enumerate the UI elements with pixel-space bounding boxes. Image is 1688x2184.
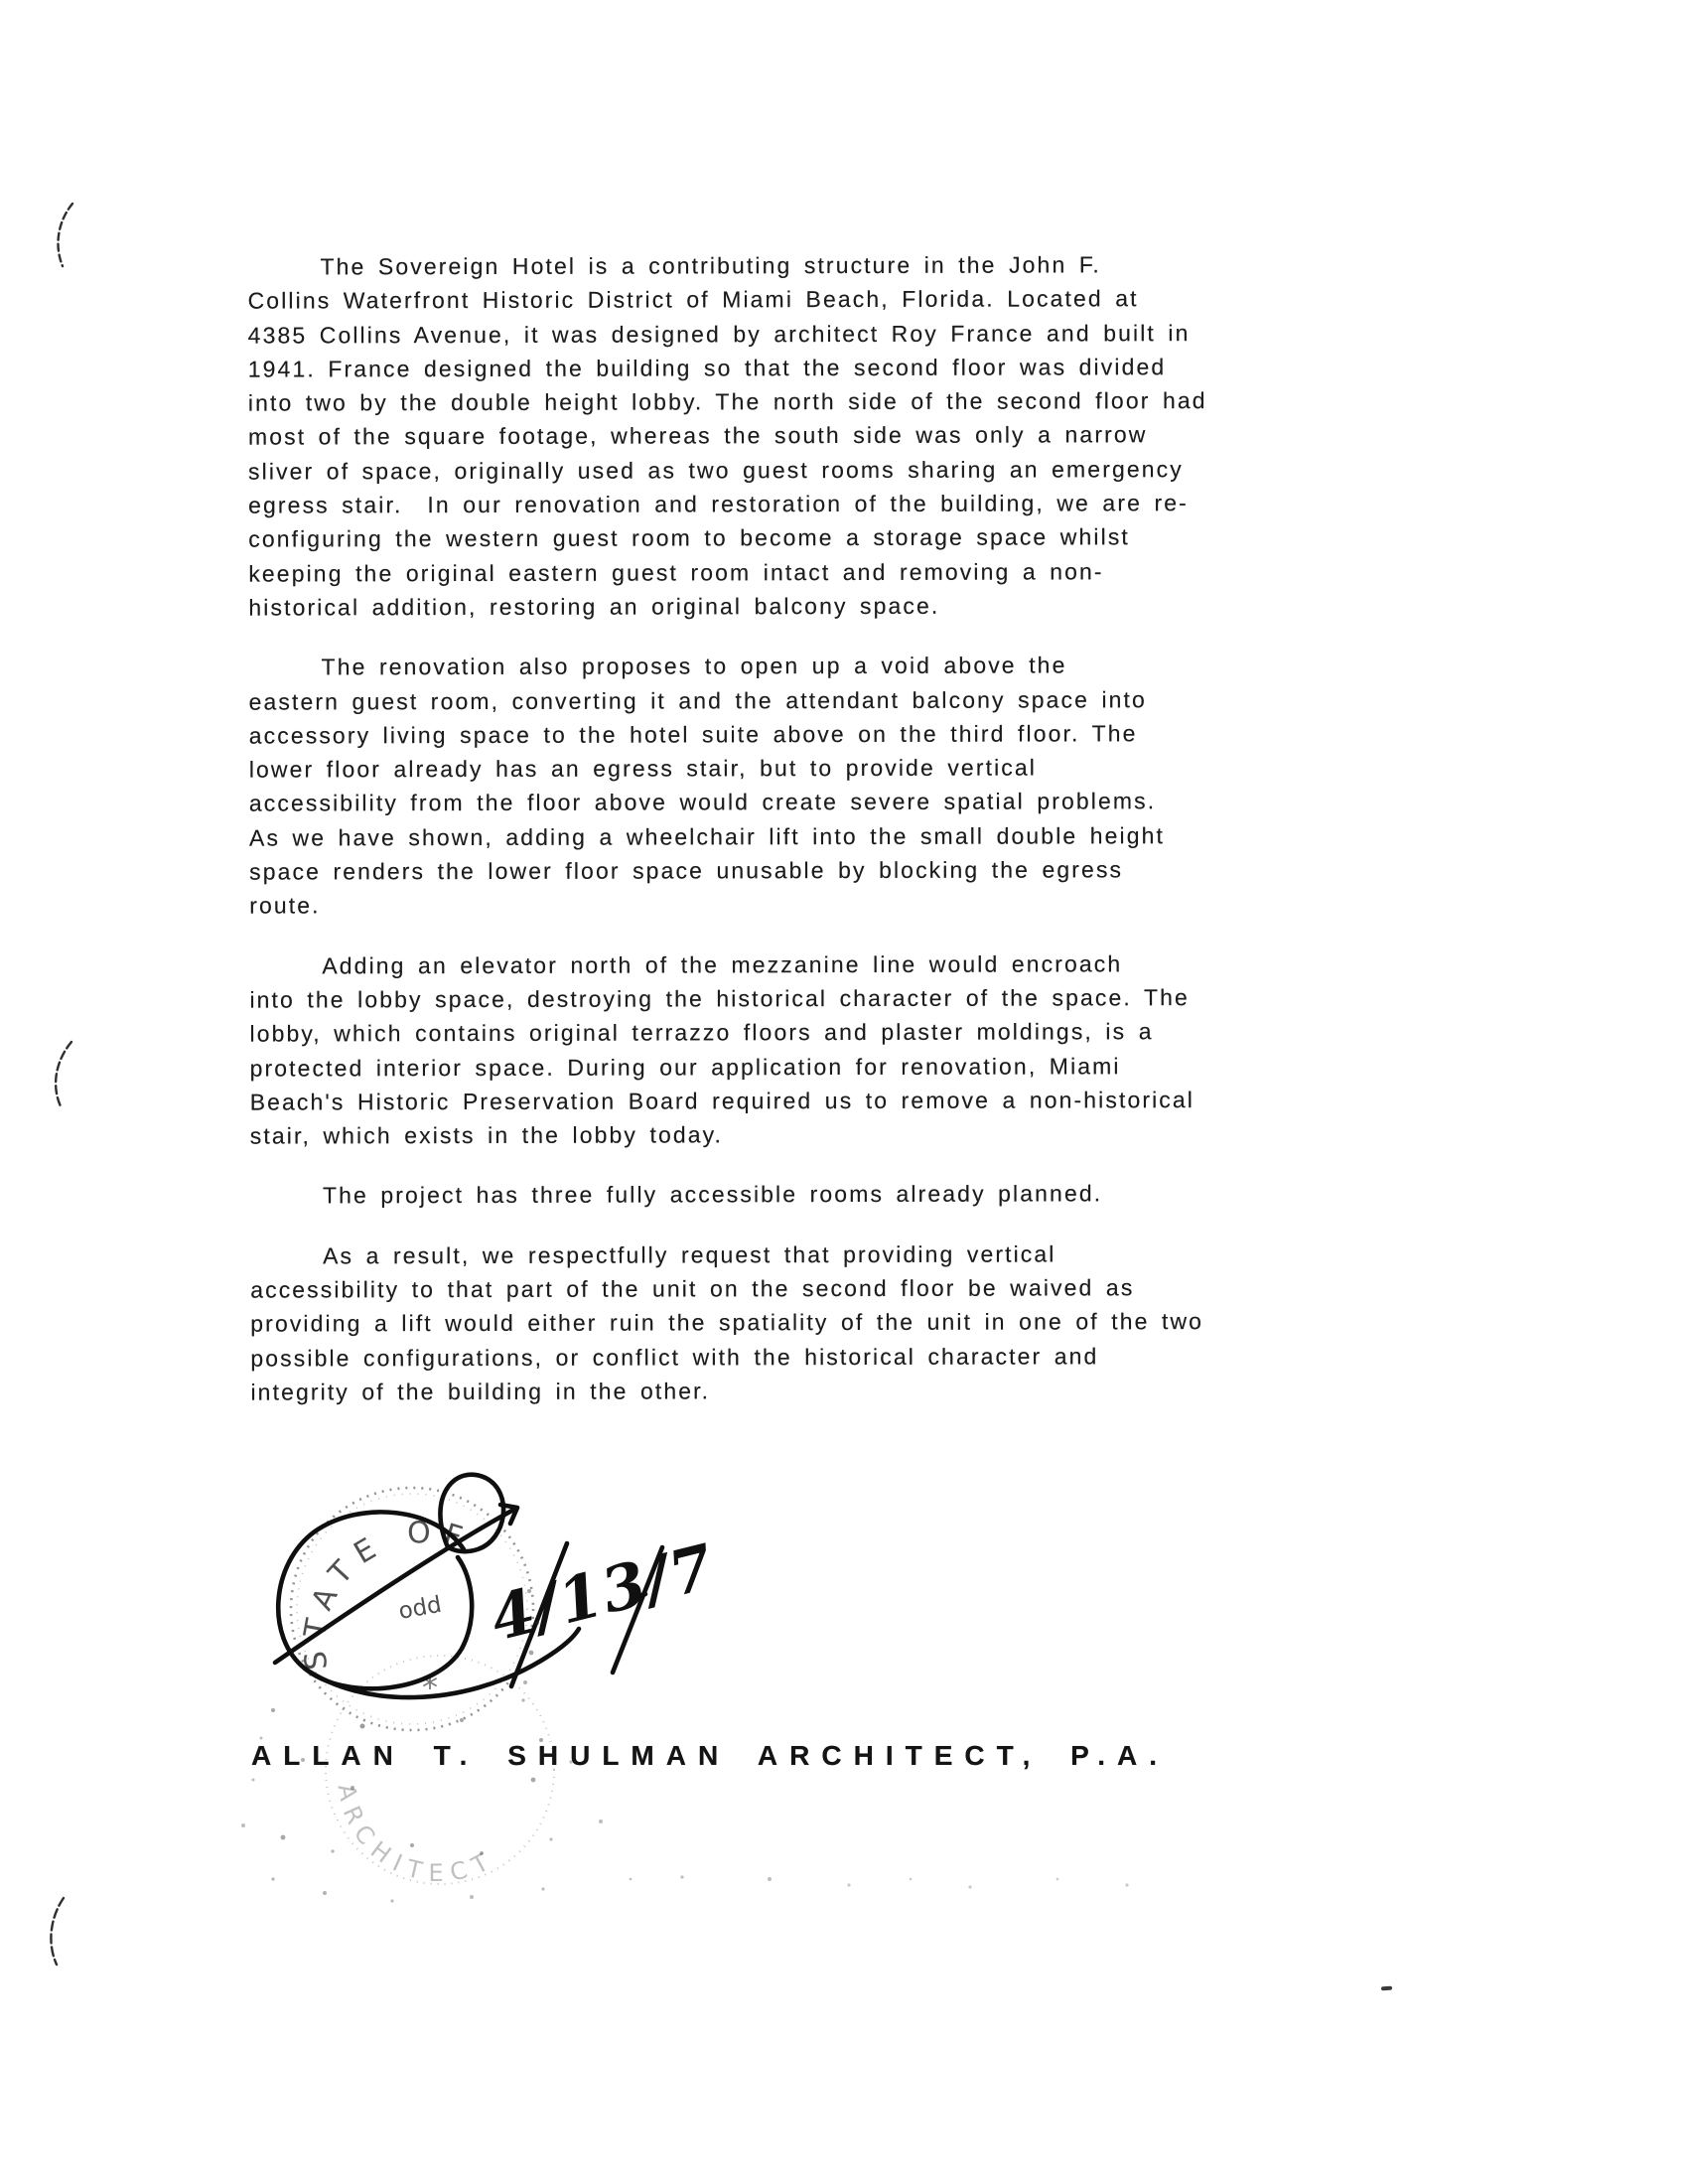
letter-line: lobby, which contains original terrazzo floors and plaster moldings, is a xyxy=(249,1018,1154,1047)
margin-scan-mark xyxy=(50,201,79,272)
architect-seal-stamp xyxy=(213,1452,1167,1929)
margin-scan-mark xyxy=(48,1039,77,1114)
letter-line: 1941. France designed the building so that the second floor was divided xyxy=(247,354,1167,382)
letter-line: providing a lift would either ruin the spatiality of the unit in one of the two xyxy=(250,1308,1204,1337)
paragraph xyxy=(250,1236,1452,1409)
letter-line: 4385 Collins Avenue, it was designed by architect Roy France and built in xyxy=(247,319,1191,349)
paragraph xyxy=(248,648,1451,924)
margin-scan-mark xyxy=(42,1895,71,1970)
letter-line: most of the square footage, whereas the south side was only a narrow xyxy=(247,421,1148,451)
letter-line: into two by the double height lobby. The north side of the second floor had xyxy=(247,387,1207,416)
letter-line: egress stair. In our renovation and restoration of the building, we are re- xyxy=(248,490,1189,518)
letter-line: possible configurations, or conflict with the historical character and xyxy=(250,1342,1099,1372)
letter-line: integrity of the building in the other. xyxy=(250,1378,711,1405)
letter-line: Collins Waterfront Historic District of Miami Beach, Florida. Located at xyxy=(247,285,1139,314)
letter-line: configuring the western guest room to become a storage space whilst xyxy=(248,523,1130,552)
letter-line: eastern guest room, converting it and the attendant balcony space into xyxy=(248,685,1147,715)
letter-line: As we have shown, adding a wheelchair lift into the small double height xyxy=(248,821,1166,851)
firm-name-line: ALLAN T. SHULMAN ARCHITECT, P.A. xyxy=(251,1740,1169,1771)
ghost-arc-textpath: ARCHITECT xyxy=(332,1782,501,1888)
letter-line: stair, which exists in the lobby today. xyxy=(249,1121,724,1149)
letter-line: accessory living space to the hotel suite above on the third floor. The xyxy=(248,720,1138,749)
letter-line: Adding an elevator north of the mezzanine line would encroach xyxy=(322,949,1123,979)
letter-body xyxy=(247,246,1452,1434)
seal-arc-textpath: STATE OF xyxy=(297,1515,477,1673)
scan-artifact-dash xyxy=(1381,1986,1392,1991)
letter-line: historical addition, restoring an original balcony space. xyxy=(248,592,940,621)
letter-line: lower floor already has an egress stair, but to provide vertical xyxy=(248,754,1037,783)
seal-fragment-text: odd xyxy=(396,1591,444,1625)
letter-line: accessibility to that part of the unit on the second floor be waived as xyxy=(250,1274,1135,1303)
paragraph xyxy=(249,946,1452,1153)
letter-line: The project has three fully accessible rooms already planned. xyxy=(322,1180,1103,1209)
letter-line: The Sovereign Hotel is a contributing structure in the John F. xyxy=(320,251,1101,280)
handwritten-date: 4/13/7 xyxy=(483,1529,723,1656)
letter-line: keeping the original eastern guest room intact and removing a non- xyxy=(248,558,1104,587)
asterisk-mark: * xyxy=(422,1669,438,1706)
paragraph xyxy=(250,1176,1452,1213)
letter-line: Beach's Historic Preservation Board required us to remove a non-historical xyxy=(249,1086,1196,1115)
letter-line: space renders the lower floor space unusable by blocking the egress xyxy=(249,856,1124,885)
letter-line: accessibility from the floor above would create severe spatial problems. xyxy=(248,788,1157,817)
letter-line: The renovation also proposes to open up a void above the xyxy=(321,652,1067,680)
ghost-arc-text xyxy=(332,1782,500,1887)
margin-mark-curve xyxy=(56,1042,71,1108)
letter-line: sliver of space, originally used as two guest rooms sharing an emergency xyxy=(247,455,1184,485)
letter-line: protected interior space. During our application for renovation, Miami xyxy=(249,1052,1121,1082)
paragraph xyxy=(247,246,1450,624)
letter-line: As a result, we respectfully request that providing vertical xyxy=(323,1240,1056,1269)
margin-mark-curve xyxy=(51,1898,64,1965)
letter-line: into the lobby space, destroying the historical character of the space. The xyxy=(249,984,1190,1013)
letter-line: route. xyxy=(249,892,321,919)
margin-mark-curve xyxy=(58,204,72,266)
